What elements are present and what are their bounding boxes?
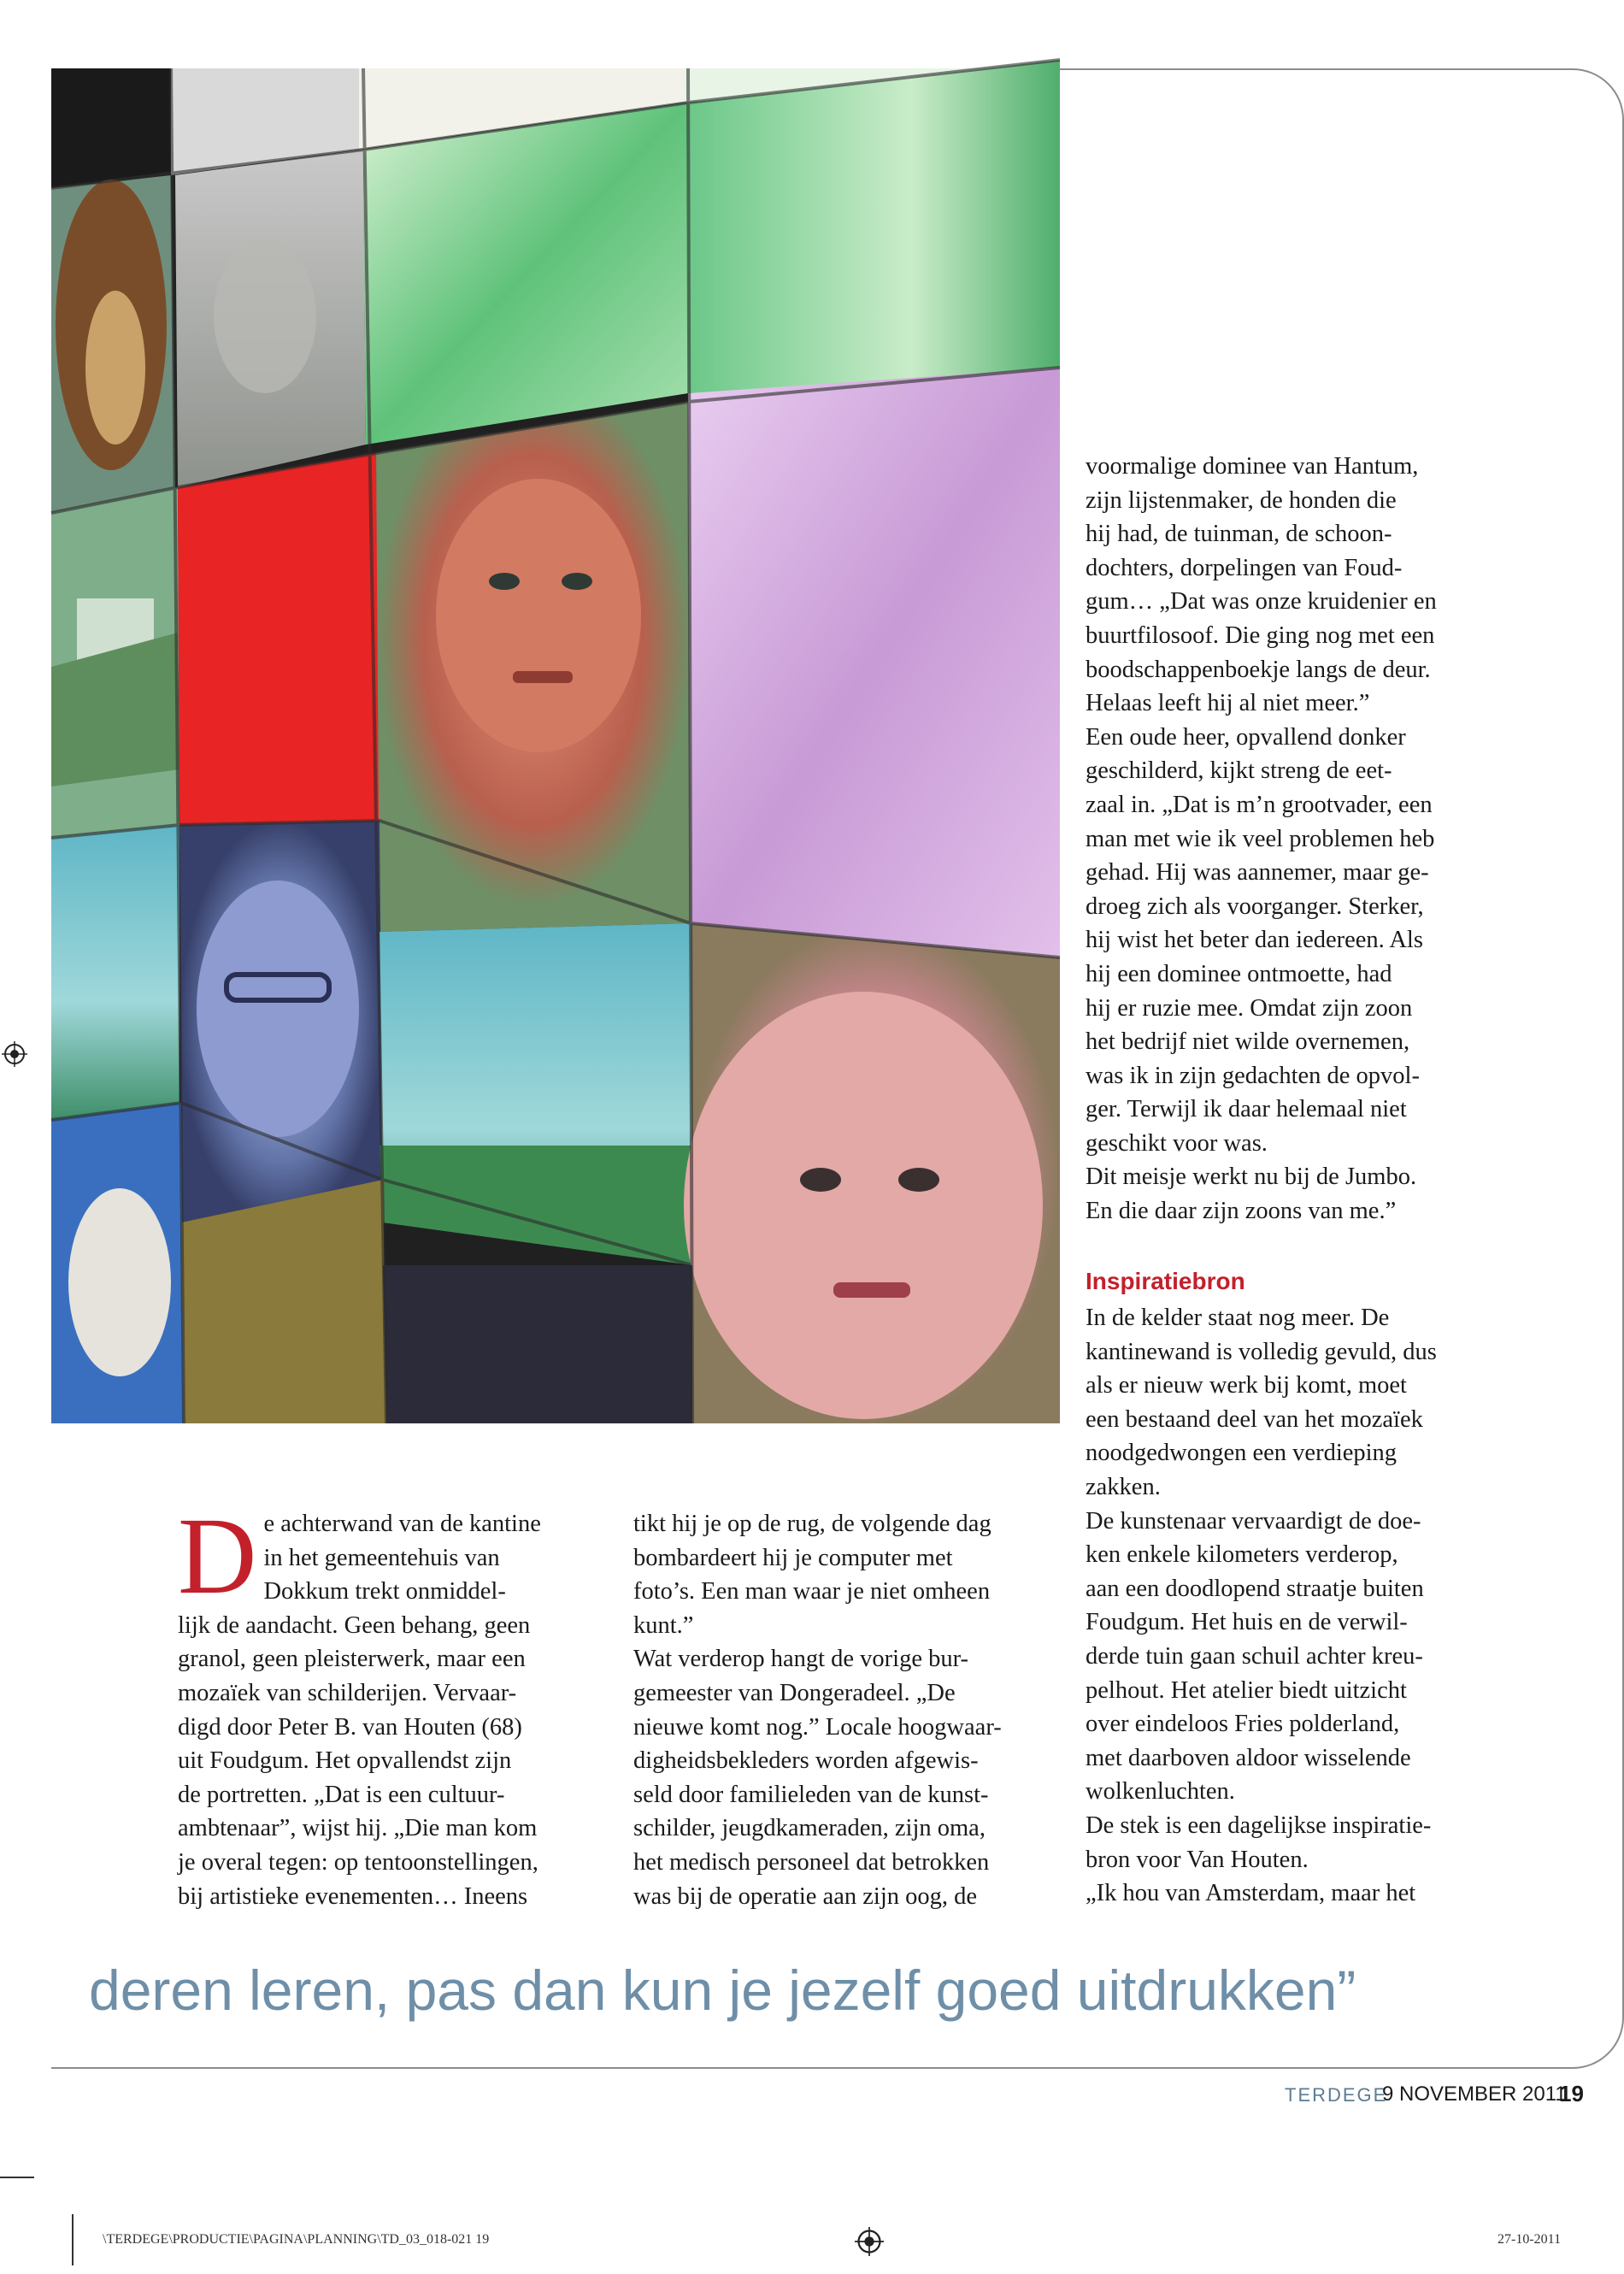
article-column-2: tikt hij je op de rug, de volgende dag bombardeert hij je computer met foto’s. Een man waar je niet omheen kunt.” Wat verderop hangt de vorige bur- gemeester van Dongeradeel. „De nieuwe komt nog.” Locale hoogwaar- digheidsbekleders worden afgewis- seld door familieleden van de kunst- schilder, jeugdkameraden, zijn oma, het medisch personeel dat betrokken was bij de operatie aan zijn oog, de [633, 1511, 1002, 1910]
print-slug-path: \TERDEGE\PRODUCTIE\PAGINA\PLANNING\TD_03_018-021 19 [103, 2232, 490, 2247]
section-subhead: Inspiratiebron [1086, 1268, 1245, 1294]
article-column-3-continued: In de kelder staat nog meer. De kantinewand is volledig gevuld, dus als er nieuw werk bij komt, moet een bestaand deel van het mozaïek noodgedwongen een verdieping zakken. De kunstenaar vervaardigt de doe- ken enkele kilometers verderop, aan een doodlopend straatje buiten Foudgum. Het huis en de verwil- derde tuin gaan schuil achter kreu- pelhout. Het atelier biedt uitzicht over eindeloos Fries polderland, met daarboven aldoor wisselende wolkenluchten. De stek is een dagelijkse inspiratie- bron voor Van Houten. „Ik hou van Amsterdam, maar het [1086, 1305, 1437, 1907]
registration-mark-icon [2, 1041, 27, 1067]
crop-mark [0, 2177, 34, 2178]
print-slug-date: 27-10-2011 [1497, 2232, 1562, 2247]
issue-date: 9 NOVEMBER 2011 [1382, 2083, 1567, 2106]
article-column-1-text: e achterwand van de kantine in het gemeentehuis van Dokkum trekt onmiddel- lijk de aandacht. Geen behang, geen granol, geen pleisterwerk, maar een mozaïek van schilderijen. Vervaar- digd door Peter B. van Houten (68) uit Foudgum. Het opvallendst zijn de portretten. „Dat is een cultuur- ambtenaar”, wijst hij. „Die man kom je overal tegen: op tentoonstellingen, bij artistieke evenementen… Ineens [178, 1511, 541, 1910]
magazine-name: TERDEGE [1285, 2084, 1388, 2106]
drop-cap: D [178, 1495, 257, 1617]
crop-mark [72, 2214, 74, 2265]
registration-mark-icon [855, 2227, 884, 2256]
painting-mosaic-photo [51, 68, 1060, 1423]
pull-quote: deren leren, pas dan kun je jezelf goed uitdrukken” [89, 1959, 1356, 2022]
article-column-3: voormalige dominee van Hantum, zijn lijstenmaker, de honden die hij had, de tuinman, de schoon- dochters, dorpelingen van Foud- gum… „Dat was onze kruidenier en buurtfilosoof. Die ging nog met een boodschappenboekje langs de deur. Helaas leeft hij al niet meer.” Een oude heer, opvallend donker geschilderd, kijkt streng de eet- zaal in. „Dat is m’n grootvader, een man met wie ik veel problemen heb gehad. Hij was aannemer, maar ge- droeg zich als voorganger. Sterker, hij wist het beter dan iedereen. Als hij een dominee ontmoette, had hij er ruzie mee. Omdat zijn zoon het bedrijf niet wilde overnemen, was ik in zijn gedachten de opvol- ger. Terwijl ik daar helemaal niet geschikt voor was. Dit meisje werkt nu bij de Jumbo. En die daar zijn zoons van me.” [1086, 453, 1437, 1225]
page-number: 19 [1559, 2081, 1584, 2106]
article-column-1 [178, 1495, 605, 1913]
